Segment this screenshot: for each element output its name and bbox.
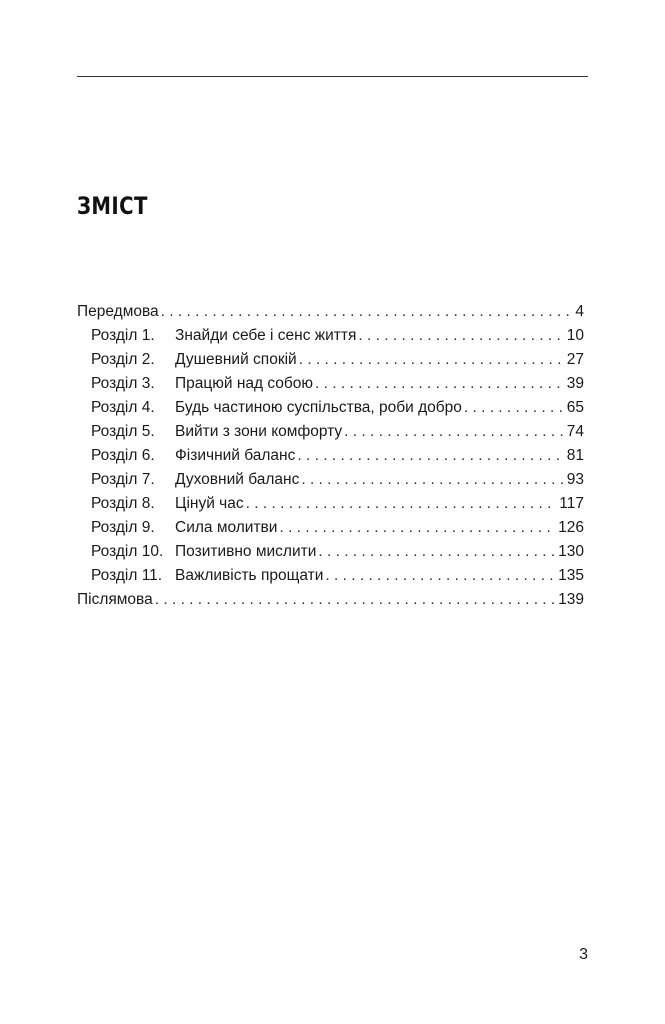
dot-leader (297, 444, 564, 468)
toc-entry-chapter-11[interactable] (77, 564, 584, 588)
toc-entry-chapter-5[interactable] (77, 420, 584, 444)
toc-page-number: 126 (558, 519, 584, 536)
dot-leader (279, 516, 556, 540)
dot-leader (325, 564, 556, 588)
chapter-title: Вийти з зони комфорту (175, 423, 343, 440)
chapter-label: Розділ 2. (91, 351, 155, 368)
toc-entry-title: Післямова (77, 591, 153, 608)
chapter-label: Розділ 11. (91, 567, 163, 584)
chapter-title: Сила молитви (175, 519, 278, 536)
toc-page-number: 10 (566, 327, 584, 344)
chapter-title: Важливість прощати (175, 567, 324, 584)
chapter-title: Духовний баланс (175, 471, 300, 488)
toc-entry-afterword[interactable] (77, 588, 584, 612)
chapter-label: Розділ 4. (91, 399, 155, 416)
toc-entry-chapter-4[interactable] (77, 396, 584, 420)
toc-page-number: 39 (566, 375, 584, 392)
dot-leader (315, 372, 565, 396)
toc-page-number: 4 (575, 303, 584, 320)
chapter-label: Розділ 3. (91, 375, 155, 392)
header-rule (77, 76, 588, 77)
toc-page-number: 117 (559, 495, 584, 512)
toc-entry-chapter-6[interactable] (77, 444, 584, 468)
toc-page-number: 65 (566, 399, 584, 416)
chapter-label: Розділ 7. (91, 471, 155, 488)
toc-entry-chapter-10[interactable] (77, 540, 584, 564)
chapter-title: Душевний спокій (175, 351, 297, 368)
toc-entry-chapter-8[interactable] (77, 492, 584, 516)
toc-entry-foreword[interactable] (77, 300, 584, 324)
dot-leader (464, 396, 565, 420)
toc-entry-title: Передмова (77, 303, 159, 320)
toc-page-number: 130 (558, 543, 584, 560)
toc-entry-chapter-2[interactable] (77, 348, 584, 372)
chapter-title: Позитивно мислити (175, 543, 317, 560)
dot-leader (246, 492, 558, 516)
toc-page-number: 93 (566, 471, 584, 488)
toc-page-number: 74 (566, 423, 584, 440)
toc-page-number: 27 (566, 351, 584, 368)
toc-entry-chapter-7[interactable] (77, 468, 584, 492)
dot-leader (318, 540, 556, 564)
chapter-label: Розділ 1. (91, 327, 155, 344)
chapter-title: Працюй над собою (175, 375, 314, 392)
chapter-label: Розділ 8. (91, 495, 155, 512)
chapter-label: Розділ 9. (91, 519, 155, 536)
chapter-title: Фізичний баланс (175, 447, 296, 464)
dot-leader (155, 588, 556, 612)
chapter-label: Розділ 6. (91, 447, 155, 464)
toc-page-number: 139 (558, 591, 584, 608)
dot-leader (344, 420, 565, 444)
page-number: 3 (579, 946, 588, 963)
toc-entry-chapter-1[interactable] (77, 324, 584, 348)
chapter-title: Цінуй час (175, 495, 244, 512)
chapter-label: Розділ 5. (91, 423, 155, 440)
dot-leader (301, 468, 564, 492)
chapter-label: Розділ 10. (91, 543, 164, 560)
dot-leader (299, 348, 565, 372)
dot-leader (358, 324, 564, 348)
dot-leader (161, 300, 574, 324)
chapter-title: Знайди себе і сенс життя (175, 327, 357, 344)
toc-page-number: 135 (558, 567, 584, 584)
chapter-title: Будь частиною суспільства, роби добро (175, 399, 462, 416)
toc-entry-chapter-9[interactable] (77, 516, 584, 540)
toc-entry-chapter-3[interactable] (77, 372, 584, 396)
page-title: ЗМІСТ (77, 192, 148, 220)
table-of-contents (77, 300, 584, 612)
toc-page-number: 81 (566, 447, 584, 464)
